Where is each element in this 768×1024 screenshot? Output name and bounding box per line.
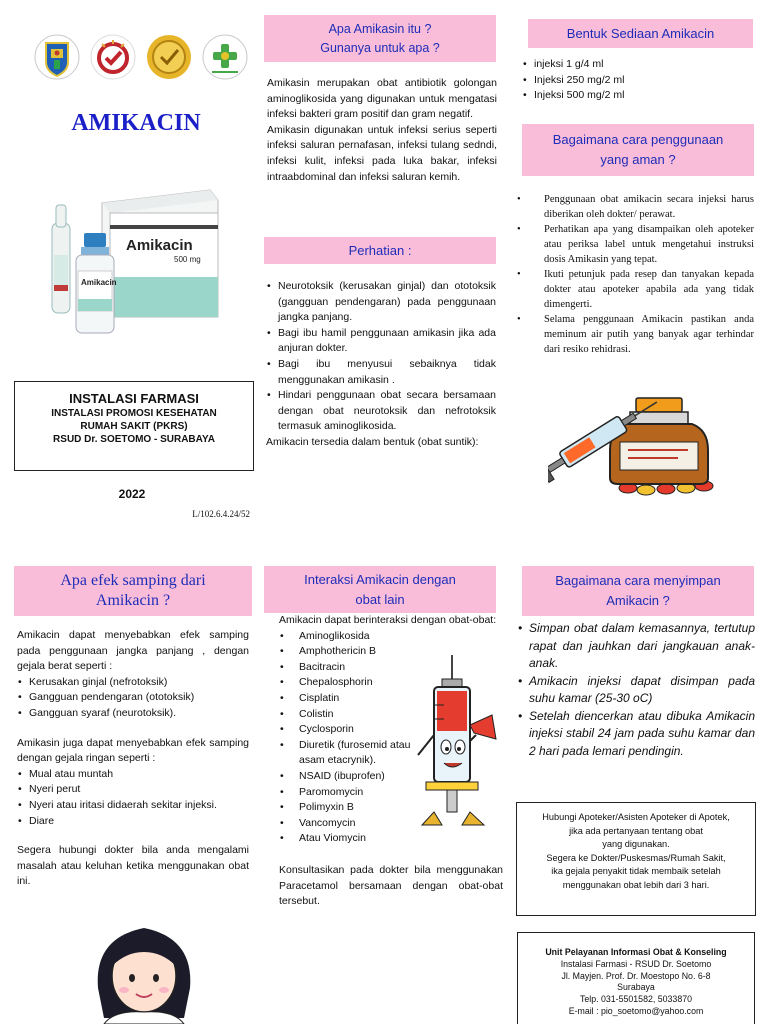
what-is-p2: Amikasin digunakan untuk infeksi serius seperti infeksi saluran pernafasan, infeksi tulang sedndi, infeksi kulit, infeksi pada luka bakar, infeksi intraabdominal dan infeksi saluran kemih.	[267, 123, 497, 183]
box-dose-label: 500 mg	[174, 255, 201, 264]
howto-item: • Penggunaan obat amikacin secara injeksi harus diberikan oleh dokter/ perawat.	[516, 192, 754, 222]
attention-item: • Bagi ibu menyusui sebaiknya tidak menggunakan amikasin .	[266, 357, 496, 388]
howto-heading-line1: Bagaimana cara penggunaan	[552, 132, 724, 147]
howto-list	[516, 192, 754, 357]
mild-effect-item: • Diare	[17, 814, 249, 830]
storage-item: • Simpan obat dalam kemasannya, tertutup rapat dan jauhkan dari jangkauan anak-anak.	[517, 620, 755, 673]
cover-title: AMIKACIN	[71, 110, 201, 136]
syringe-bottle-illustration	[548, 390, 723, 500]
mild-effect-item: • Mual atau muntah	[17, 767, 249, 783]
interaction-item: • Amphothericin B	[279, 644, 415, 660]
unit-email: E-mail : pio_soetomo@yahoo.com	[568, 1005, 704, 1016]
storage-heading-line2: Amikacin ?	[606, 593, 670, 608]
pharmacy-line1: INSTALASI PROMOSI KESEHATAN	[51, 408, 217, 419]
pharmacy-line2: RUMAH SAKIT (PKRS)	[80, 421, 188, 432]
storage-heading-line1: Bagaimana cara menyimpan	[555, 573, 721, 588]
hospital-emblem-icon	[89, 33, 136, 80]
attention-item: • Neurotoksik (kerusakan ginjal) dan ototoksik (gangguan pendengaran) pada penggunaan jangka panjang.	[266, 279, 496, 326]
interaction-item: • Bacitracin	[279, 660, 415, 676]
contact-note-line2: jika ada pertanyaan tentang obat	[569, 825, 703, 836]
forms-item: • Injeksi 500 mg/2 ml	[522, 88, 752, 104]
contact-note-line6: menggunakan obat lebih dari 3 hari.	[562, 879, 710, 890]
interactions-heading	[264, 566, 496, 613]
mild-effect-item: • Nyeri atau iritasi didaerah sekitar injeksi.	[17, 798, 249, 814]
attention-footer: Amikacin tersedia dalam bentuk (obat suntik):	[266, 435, 479, 448]
what-is-heading-line1: Apa Amikasin itu ?	[328, 21, 432, 36]
unit-title: Unit Pelayanan Informasi Obat & Konseling	[545, 947, 727, 957]
east-java-emblem-icon	[33, 33, 80, 80]
document-code: L/102.6.4.24/52	[192, 509, 250, 519]
interactions-intro: Amikacin dapat berinteraksi dengan obat-obat:	[279, 614, 497, 626]
attention-item: • Bagi ibu hamil penggunaan amikasin jika ada anjuran dokter.	[266, 326, 496, 357]
side-effects-heading-line2: Amikacin ?	[95, 592, 171, 609]
side-effects-body	[17, 628, 249, 890]
forms-list	[522, 57, 752, 104]
interaction-item: • Chepalosphorin	[279, 675, 415, 691]
vial-label: Amikacin	[81, 278, 117, 287]
attention-list	[266, 279, 496, 435]
howto-heading	[522, 124, 754, 176]
interaction-item: • NSAID (ibuprofen)	[279, 769, 415, 785]
what-is-heading-line2: Gunanya untuk apa ?	[320, 40, 440, 55]
side-effects-outro: Segera hubungi dokter bila anda mengalami masalah atau keluhan ketika menggunakan obat ini.	[17, 844, 249, 888]
howto-heading-line2: yang aman ?	[600, 152, 676, 167]
syringe-mascot-illustration	[412, 655, 500, 830]
storage-item: • Setelah diencerkan atau dibuka Amikacin injeksi stabil 24 jam pada suhu kamar dan 2 hari pada lemari pendingin.	[517, 708, 755, 761]
interactions-heading-line2: obat lain	[355, 591, 405, 607]
unit-line1: Instalasi Farmasi - RSUD Dr. Soetomo	[560, 958, 712, 969]
pharmacy-box	[14, 381, 254, 471]
storage-body	[517, 620, 755, 760]
storage-item: • Amikacin injeksi dapat disimpan pada suhu kamar (25-30 oC)	[517, 673, 755, 708]
side-effects-heading-line1: Apa efek samping dari	[60, 572, 206, 589]
interaction-item: • Aminoglikosida	[279, 629, 415, 645]
forms-heading: Bentuk Sediaan Amikacin	[528, 19, 753, 48]
forms-body	[522, 57, 752, 104]
partner-logo-icon	[201, 33, 248, 80]
pharmacy-line3: RSUD Dr. SOETOMO - SURABAYA	[53, 434, 215, 445]
interaction-item: • Atau Viomycin	[279, 831, 415, 847]
mild-effect-item: • Nyeri perut	[17, 782, 249, 798]
interactions-heading-line1: Interaksi Amikacin dengan	[304, 571, 456, 587]
gold-seal-icon	[145, 33, 192, 80]
contact-note-line5: ika gejala penyakit tidak membaik setelah	[551, 866, 721, 877]
logo-row	[33, 33, 248, 83]
storage-heading	[522, 566, 754, 616]
doctor-illustration	[84, 918, 204, 1024]
storage-list	[517, 620, 755, 760]
what-is-body	[267, 76, 497, 185]
howto-body	[516, 192, 754, 357]
unit-info-box	[517, 932, 755, 1024]
severe-effects-list	[17, 675, 249, 722]
side-effects-intro1: Amikacin dapat menyebabkan efek samping pada penggunaan jangka panjang , dengan gejala berat seperti :	[17, 629, 249, 673]
forms-item: • Injeksi 250 mg/2 ml	[522, 73, 752, 89]
contact-note-line3: yang digunakan.	[602, 839, 670, 850]
ampoule-icon	[52, 205, 70, 313]
howto-item: • Ikuti petunjuk pada resep dan tanyakan kepada dokter atau apoteker apabila ada yang tidak dimengerti.	[516, 267, 754, 312]
interaction-item: • Cyclosporin	[279, 722, 415, 738]
product-illustration	[40, 185, 235, 345]
mild-effects-list	[17, 767, 249, 829]
unit-phone: Telp. 031-5501582, 5033870	[579, 994, 692, 1005]
interactions-outro: Konsultasikan pada dokter bila menggunakan Paracetamol bersamaan dengan obat-obat tersebut.	[279, 864, 503, 908]
what-is-heading	[264, 15, 496, 62]
forms-item: • injeksi 1 g/4 ml	[522, 57, 752, 73]
interaction-item: • Vancomycin	[279, 816, 415, 832]
attention-body	[266, 279, 496, 451]
howto-item: • Selama penggunaan Amikacin pastikan anda meminum air putih yang banyak agar terhindar dari resiko rehidrasi.	[516, 312, 754, 357]
interaction-item: • Cisplatin	[279, 691, 415, 707]
contact-note-line1: Hubungi Apoteker/Asisten Apoteker di Apotek,	[542, 812, 730, 822]
contact-note-line4: Segera ke Dokter/Puskesmas/Rumah Sakit,	[546, 852, 726, 863]
cover-year: 2022	[118, 487, 146, 501]
severe-effect-item: • Gangguan pendengaran (ototoksik)	[17, 690, 249, 706]
side-effects-intro2: Amikasin juga dapat menyebabkan efek samping dengan gejala ringan seperti :	[17, 736, 249, 765]
interaction-item: • Diuretik (furosemid atau asam etacrynik).	[279, 738, 415, 769]
interaction-item: • Colistin	[279, 707, 415, 723]
side-effects-heading	[14, 566, 252, 616]
interaction-item: • Paromomycin	[279, 785, 415, 801]
unit-line2: Jl. Mayjen. Prof. Dr. Moestopo No. 6-8	[561, 970, 711, 981]
interactions-list	[279, 629, 415, 847]
howto-item: • Perhatikan apa yang disampaikan oleh apoteker atau periksa label untuk mengetahui instruksi dosis Amikasin yang tepat.	[516, 222, 754, 267]
attention-heading: Perhatian :	[264, 237, 496, 264]
contact-note-box	[516, 802, 756, 916]
attention-item: • Hindari penggunaan obat secara bersamaan dengan obat neurotoksik dan nefrotoksik termasuk aminoglikosida.	[266, 388, 496, 435]
pharmacy-title: INSTALASI FARMASI	[69, 391, 199, 406]
unit-line3: Surabaya	[617, 982, 655, 993]
what-is-p1: Amikasin merupakan obat antibiotik golongan aminoglikosida yang digunakan untuk mengatasi infeksi bakteri gram positif dan gram negatif.	[267, 77, 497, 121]
severe-effect-item: • Kerusakan ginjal (nefrotoksik)	[17, 675, 249, 691]
box-name-label: Amikacin	[126, 237, 193, 254]
interaction-item: • Polimyxin B	[279, 800, 415, 816]
severe-effect-item: • Gangguan syaraf (neurotoksik).	[17, 706, 249, 722]
